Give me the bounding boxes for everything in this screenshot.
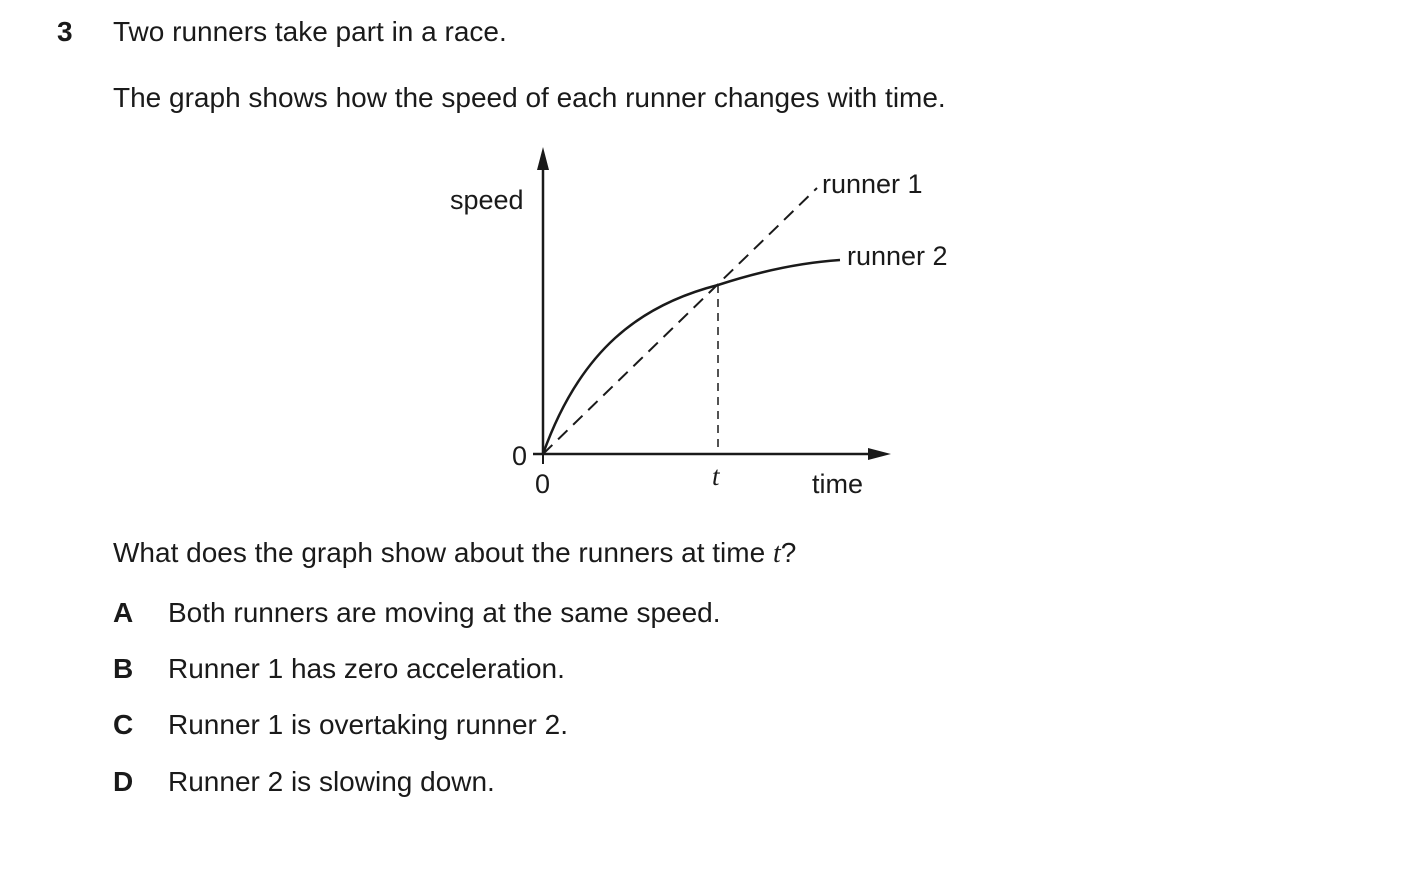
option-letter: D (113, 766, 134, 797)
option-text: Runner 1 is overtaking runner 2. (168, 709, 568, 740)
option-letter: A (113, 597, 134, 628)
option-text: Runner 1 has zero acceleration. (168, 653, 565, 684)
x-axis-arrow-icon (868, 448, 891, 460)
y-origin-label: 0 (512, 441, 528, 471)
runner-2-label: runner 2 (847, 241, 948, 271)
t-label: t (712, 461, 720, 491)
question-number: 3 (57, 16, 73, 47)
runner-2-curve (543, 260, 840, 454)
option-letter: C (113, 709, 134, 740)
x-origin-label: 0 (535, 469, 551, 499)
option-d[interactable] (113, 766, 495, 798)
question-prompt (113, 537, 796, 570)
x-axis-label: time (812, 469, 864, 499)
question-prompt-variable: t (772, 538, 781, 569)
option-c[interactable] (113, 709, 568, 741)
option-text: Runner 2 is slowing down. (168, 766, 495, 797)
question-description: The graph shows how the speed of each runner changes with time. (113, 82, 946, 113)
option-letter: B (113, 653, 134, 684)
question-intro: Two runners take part in a race. (113, 16, 507, 47)
runner-1-line (543, 188, 817, 454)
option-text: Both runners are moving at the same speed. (168, 597, 721, 628)
question-prompt-end: ? (780, 537, 797, 568)
y-axis-label: speed (450, 185, 524, 215)
question-prompt-text: What does the graph show about the runners at time (113, 537, 773, 568)
runner-1-label: runner 1 (822, 169, 923, 199)
option-b[interactable] (113, 653, 565, 685)
option-a[interactable] (113, 597, 721, 629)
y-axis-arrow-icon (537, 147, 549, 170)
